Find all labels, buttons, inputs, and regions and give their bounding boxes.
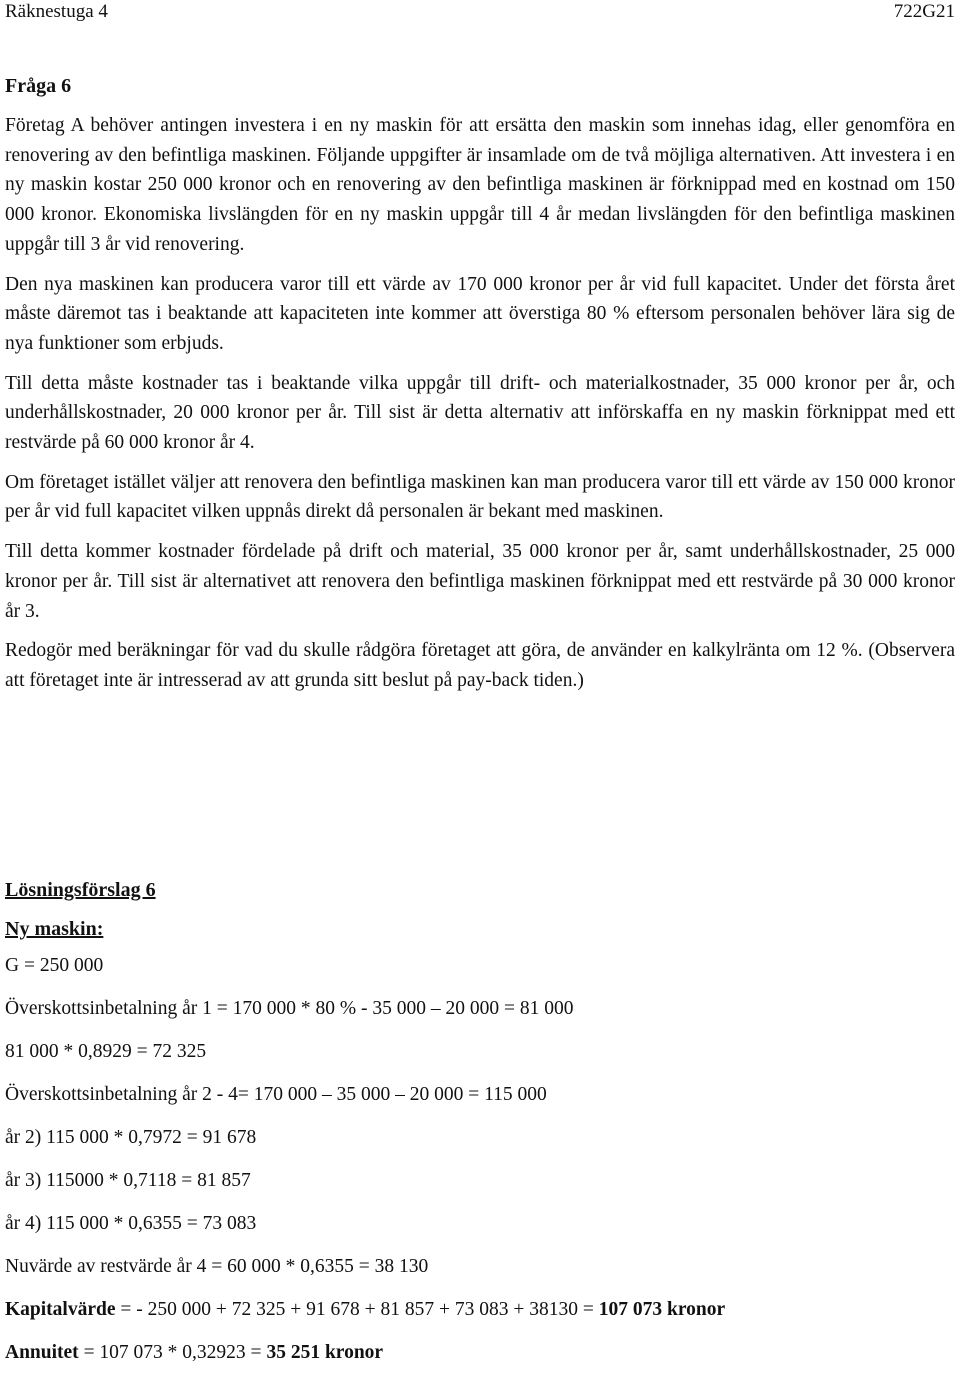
question-paragraph: Företag A behöver antingen investera i en ny maskin för att ersätta den maskin som innehas idag, eller genomföra en renovering av den befintliga maskinen. Följande uppgifter är insamlade om de två möjliga alternativen. Att investera i en ny maskin kostar 250 000 kronor och en renovering av den befintliga maskinen är förknippad med en kostnad om 150 000 kronor. Ekonomiska livslängden för en ny maskin uppgår till 4 år medan livslängden för den befintliga maskinen uppgår till 3 år vid renovering.: [5, 115, 955, 255]
capital-value-line: [5, 1288, 955, 1331]
question-paragraph: Redogör med beräkningar för vad du skulle rådgöra företaget att göra, de använder en kalkylränta om 12 %. (Observera att företaget inte är intresserad av att grunda sitt beslut på pay-back tiden.): [5, 640, 955, 691]
page-header: [5, 0, 955, 26]
calculation-line: Nuvärde av restvärde år 4 = 60 000 * 0,6355 = 38 130: [5, 1256, 429, 1277]
capital-value-result: 107 073 kronor: [598, 1299, 726, 1320]
annuity-result: 35 251 kronor: [266, 1342, 384, 1363]
question-paragraph: Den nya maskinen kan producera varor till ett värde av 170 000 kronor per år vid full kapacitet. Under det första året måste däremot tas i beaktande att kapaciteten inte kommer att överstiga 80 % eftersom personalen behöver lära sig de nya funktioner som erbjuds.: [5, 273, 955, 354]
capital-value-label: Kapitalvärde: [5, 1299, 116, 1320]
annuity-expression: = 107 073 * 0,32923 =: [78, 1342, 267, 1363]
question-body: [5, 111, 955, 706]
question-paragraph: Om företaget istället väljer att renovera den befintliga maskinen kan man producera varor till ett värde av 150 000 kronor per år vid full kapacitet vilken uppnås direkt då personalen är bekant med maskinen.: [5, 471, 955, 523]
calculation-block: [5, 944, 955, 1374]
calculation-line: Överskottsinbetalning år 2 - 4= 170 000 – 35 000 – 20 000 = 115 000: [5, 1084, 547, 1105]
calculation-line: 81 000 * 0,8929 = 72 325: [5, 1041, 207, 1062]
question-paragraph: Till detta måste kostnader tas i beaktande vilka uppgår till drift- och materialkostnader, 35 000 kronor per år, och underhållskostnader, 20 000 kronor per år. Till sist är detta alternativ att införskaffa en ny maskin förknippat med ett restvärde på 60 000 kronor år 4.: [5, 372, 955, 454]
annuity-label: Annuitet: [5, 1342, 79, 1363]
solution-subtitle: Ny maskin:: [5, 918, 104, 940]
question-title: Fråga 6: [5, 75, 72, 97]
solution-title: Lösningsförslag 6: [5, 879, 156, 901]
calculation-line: G = 250 000: [5, 955, 104, 976]
header-course-name: Räknestuga 4: [5, 1, 108, 22]
question-paragraph: Till detta kommer kostnader fördelade på drift och material, 35 000 kronor per år, samt underhållskostnader, 25 000 kronor per år. Till sist är alternativet att renovera den befintliga maskinen förknippat med ett restvärde på 30 000 kronor år 3.: [5, 541, 955, 622]
annuity-line: [5, 1331, 955, 1374]
calculation-line: år 2) 115 000 * 0,7972 = 91 678: [5, 1127, 257, 1148]
solution-section: [5, 876, 955, 1374]
capital-value-expression: = - 250 000 + 72 325 + 91 678 + 81 857 + 73 083 + 38130 =: [115, 1299, 599, 1320]
calculation-line: år 4) 115 000 * 0,6355 = 73 083: [5, 1213, 257, 1234]
calculation-line: år 3) 115000 * 0,7118 = 81 857: [5, 1170, 251, 1191]
calculation-line: Överskottsinbetalning år 1 = 170 000 * 80 % - 35 000 – 20 000 = 81 000: [5, 998, 574, 1019]
header-course-code: 722G21: [893, 1, 955, 22]
